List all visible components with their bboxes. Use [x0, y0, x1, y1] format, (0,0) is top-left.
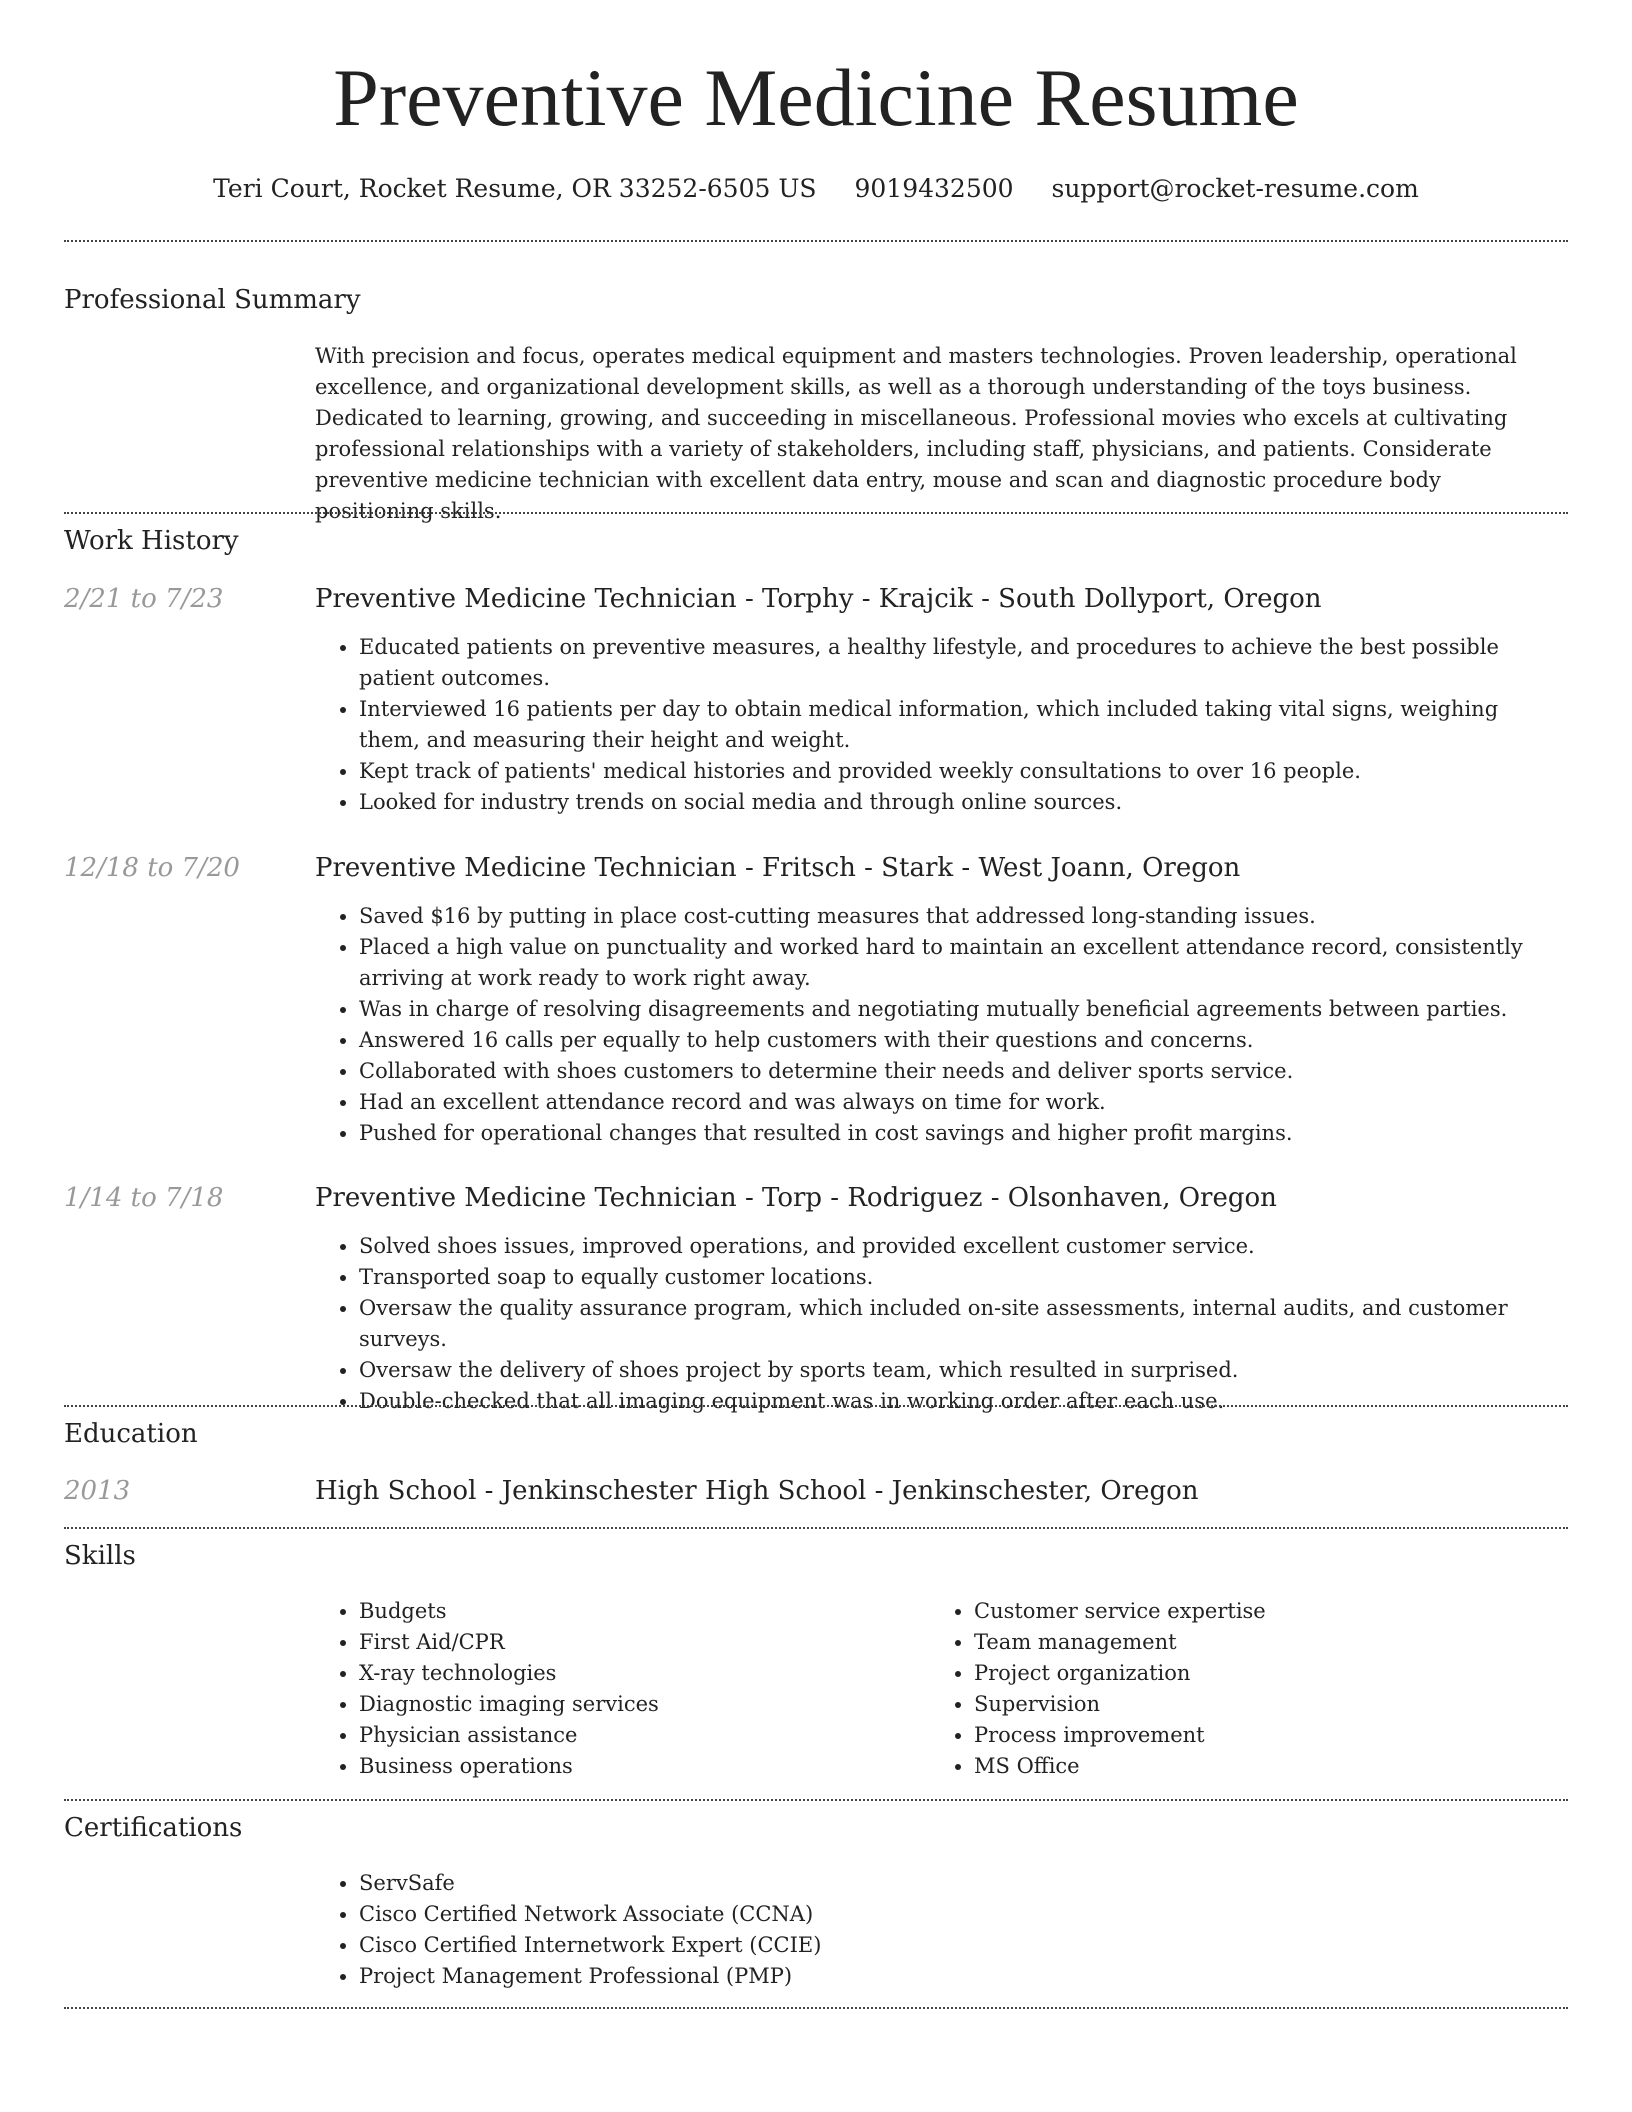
list-item: • Supervision — [974, 1689, 1490, 1720]
divider — [64, 1405, 1568, 1407]
job-date: 12/18 to 7/20 — [64, 853, 240, 883]
job-date: 2/21 to 7/23 — [64, 584, 224, 614]
summary-heading: Professional Summary — [64, 285, 361, 315]
education-entry: High School - Jenkinschester High School - Jenkinschester, Oregon — [315, 1476, 1199, 1506]
divider — [64, 1527, 1568, 1529]
contact-address: Teri Court, Rocket Resume, OR 33252-6505 US — [213, 174, 817, 203]
work-history-heading: Work History — [64, 526, 239, 556]
job-duties — [315, 901, 1555, 1149]
list-item: • ServSafe — [359, 1868, 1555, 1899]
contact-line — [0, 172, 1632, 206]
list-item: • Physician assistance — [359, 1720, 875, 1751]
list-item: • Looked for industry trends on social media and through online sources. — [359, 787, 1555, 818]
skills-heading: Skills — [64, 1541, 136, 1571]
list-item: • Was in charge of resolving disagreements and negotiating mutually beneficial agreements between parties. — [359, 994, 1555, 1025]
list-item: • Answered 16 calls per equally to help customers with their questions and concerns. — [359, 1025, 1555, 1056]
list-item: • Diagnostic imaging services — [359, 1689, 875, 1720]
list-item: • Kept track of patients' medical histories and provided weekly consultations to over 16 people. — [359, 756, 1555, 787]
skills-column-right — [930, 1596, 1490, 1782]
list-item: • Oversaw the quality assurance program, which included on-site assessments, internal audits, and customer surveys. — [359, 1293, 1555, 1355]
job-title: Preventive Medicine Technician - Torphy - Krajcik - South Dollyport, Oregon — [315, 584, 1322, 614]
list-item: • Collaborated with shoes customers to determine their needs and deliver sports service. — [359, 1056, 1555, 1087]
list-item: • Cisco Certified Network Associate (CCNA) — [359, 1899, 1555, 1930]
list-item: • Budgets — [359, 1596, 875, 1627]
divider — [64, 2007, 1568, 2009]
list-item: • Saved $16 by putting in place cost-cutting measures that addressed long-standing issues. — [359, 901, 1555, 932]
divider — [64, 512, 1568, 514]
list-item: • Transported soap to equally customer locations. — [359, 1262, 1555, 1293]
list-item: • Customer service expertise — [974, 1596, 1490, 1627]
job-duties — [315, 1231, 1555, 1417]
list-item: • Team management — [974, 1627, 1490, 1658]
list-item: • Solved shoes issues, improved operations, and provided excellent customer service. — [359, 1231, 1555, 1262]
list-item: • Process improvement — [974, 1720, 1490, 1751]
job-duties — [315, 632, 1555, 818]
job-title: Preventive Medicine Technician - Fritsch - Stark - West Joann, Oregon — [315, 853, 1241, 883]
job-title: Preventive Medicine Technician - Torp - Rodriguez - Olsonhaven, Oregon — [315, 1183, 1277, 1213]
list-item: • Educated patients on preventive measures, a healthy lifestyle, and procedures to achieve the best possible patient outcomes. — [359, 632, 1555, 694]
certifications-list — [315, 1868, 1555, 1992]
education-heading: Education — [64, 1419, 198, 1449]
list-item: • Placed a high value on punctuality and worked hard to maintain an excellent attendance record, consistently arriving at work ready to work right away. — [359, 932, 1555, 994]
resume-title: Preventive Medicine Resume — [333, 52, 1299, 143]
list-item: • X-ray technologies — [359, 1658, 875, 1689]
summary-section — [315, 341, 1555, 527]
divider — [64, 240, 1568, 242]
contact-email: support@rocket-resume.com — [1051, 174, 1419, 203]
skills-column-left — [315, 1596, 875, 1782]
summary-text: With precision and focus, operates medical equipment and masters technologies. Proven leadership, operational excellence, and organizational development skills, as well as a thorough understanding of the toys business. Dedicated to learning, growing, and succeeding in miscellaneous. Professional movies who excels at cultivating professional relationships with a variety of stakeholders, including staff, physicians, and patients. Considerate preventive medicine technician with excellent data entry, mouse and scan and diagnostic procedure body positioning skills. — [315, 344, 1517, 523]
list-item: • First Aid/CPR — [359, 1627, 875, 1658]
list-item: • Interviewed 16 patients per day to obtain medical information, which included taking vital signs, weighing them, and measuring their height and weight. — [359, 694, 1555, 756]
list-item: • Cisco Certified Internetwork Expert (CCIE) — [359, 1930, 1555, 1961]
list-item: • Business operations — [359, 1751, 875, 1782]
list-item: • Project Management Professional (PMP) — [359, 1961, 1555, 1992]
list-item: • Double-checked that all imaging equipment was in working order after each use. — [359, 1386, 1555, 1417]
job-date: 1/14 to 7/18 — [64, 1183, 224, 1213]
list-item: • Had an excellent attendance record and was always on time for work. — [359, 1087, 1555, 1118]
list-item: • MS Office — [974, 1751, 1490, 1782]
list-item: • Oversaw the delivery of shoes project by sports team, which resulted in surprised. — [359, 1355, 1555, 1386]
list-item: • Pushed for operational changes that resulted in cost savings and higher profit margins. — [359, 1118, 1555, 1149]
list-item: • Project organization — [974, 1658, 1490, 1689]
contact-phone: 9019432500 — [854, 174, 1014, 203]
certifications-heading: Certifications — [64, 1813, 243, 1843]
divider — [64, 1799, 1568, 1801]
education-date: 2013 — [64, 1476, 131, 1506]
